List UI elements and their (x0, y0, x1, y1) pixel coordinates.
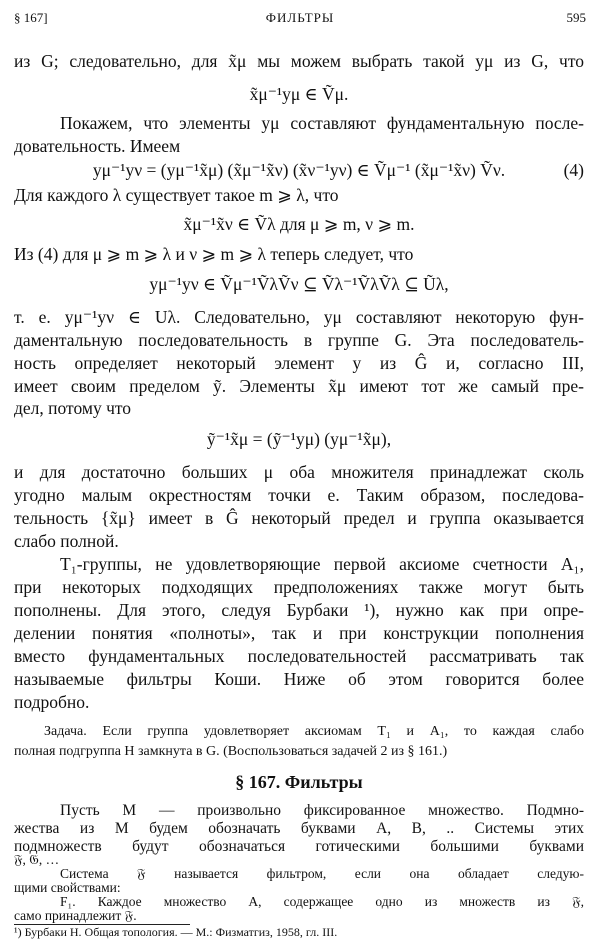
text-line: ность определяет некоторый элемент y из Ĝ и, согласно III, (14, 353, 584, 373)
exercise-line: Задача. Если группа удовлетворяет аксиомам T₁ и A₁, то каждая слабо (44, 724, 584, 739)
text-line: Покажем, что элементы yμ составляют фундаментальную после- (60, 113, 584, 133)
formula: ỹ⁻¹x̃μ = (ỹ⁻¹yμ) (yμ⁻¹x̃μ), (206, 429, 392, 449)
exercise-line: полная подгруппа H замкнута в G. (Воспользоваться задачей 2 из § 161.) (14, 744, 448, 759)
text-line: слабо полной. (14, 531, 119, 551)
text-line: подмножеств будут обозначаться готическими большими буквами (14, 838, 584, 855)
formula: x̃μ⁻¹x̃ν ∈ Ṽλ для μ ⩾ m, ν ⩾ m. (183, 214, 415, 234)
text-line: Пусть M — произвольно фиксированное множество. Подмно- (60, 802, 584, 819)
text-line: делении понятия «полноты», так и при конструкции пополнения (14, 623, 584, 643)
text-line: тельность {x̃μ} имеет в Ĝ некоторый предел и группа оказывается (14, 508, 584, 528)
text-line: из G; следовательно, для x̃μ мы можем выбрать такой yμ из G, что (14, 51, 584, 71)
text-line: при некоторых подходящих предположениях также могут быть (14, 577, 584, 597)
formula: x̃μ⁻¹yμ ∈ Ṽμ. (249, 84, 349, 104)
text-line: называемые фильтры Коши. Ниже об этом говорится более (14, 669, 584, 689)
text-line: 𝔉, 𝔊, … (14, 852, 60, 867)
text-line: пополнены. Для этого, следуя Бурбаки ¹), нужно как при опре- (14, 600, 584, 620)
text-line: даментальную последовательность в группе G. Эта последователь- (14, 330, 584, 350)
footnote: ¹) Бурбаки Н. Общая топология. — М.: Физматгиз, 1958, гл. III. (14, 925, 338, 939)
text-line: подробно. (14, 692, 90, 712)
text-line: само принадлежит 𝔉. (14, 908, 137, 923)
text-line: угодно малым окрестностям точки e. Таким образом, последова- (14, 485, 584, 505)
text-line: F₁. Каждое множество A, содержащее одно из множеств из 𝔉, (60, 894, 584, 909)
text-line: Из (4) для μ ⩾ m ⩾ λ и ν ⩾ m ⩾ λ теперь следует, что (14, 244, 414, 264)
formula: yμ⁻¹yν = (yμ⁻¹x̃μ) (x̃μ⁻¹x̃ν) (x̃ν⁻¹yν) ∈ Ṽμ⁻¹ (x̃μ⁻¹x̃ν) Ṽν. (92, 160, 506, 180)
equation-number: (4) (563, 160, 584, 180)
text-line: T₁-группы, не удовлетворяющие первой аксиоме счетности A₁, (60, 554, 584, 574)
text-line: дел, потому что (14, 398, 132, 418)
text-line: имеет своим пределом ỹ. Элементы x̃μ имеют тот же самый пре- (14, 376, 584, 396)
header-section-ref: § 167] (14, 10, 48, 25)
text-line: жества из M будем обозначать буквами A, B, .. Системы этих (14, 820, 584, 837)
header-title: ФИЛЬТРЫ (265, 10, 335, 25)
running-header (14, 10, 586, 32)
text-line: и для достаточно больших μ оба множителя принадлежат сколь (14, 462, 584, 482)
text-line: щими свойствами: (14, 880, 121, 895)
formula: yμ⁻¹yν ∈ Ṽμ⁻¹ṼλṼν ⊆ Ṽλ⁻¹ṼλṼλ ⊆ Ũλ, (149, 274, 449, 294)
text-line: довательность. Имеем (14, 136, 181, 156)
text-line: Система 𝔉 называется фильтром, если она обладает следую- (60, 866, 584, 881)
text-line: т. е. yμ⁻¹yν ∈ Uλ. Следовательно, yμ составляют некоторую фун- (14, 307, 584, 327)
section-heading: § 167. Фильтры (235, 772, 363, 792)
text-line: вместо фундаментальных последовательностей рассматривать так (14, 646, 584, 666)
page-number: 595 (566, 10, 586, 25)
text-line: Для каждого λ существует такое m ⩾ λ, что (14, 185, 339, 205)
